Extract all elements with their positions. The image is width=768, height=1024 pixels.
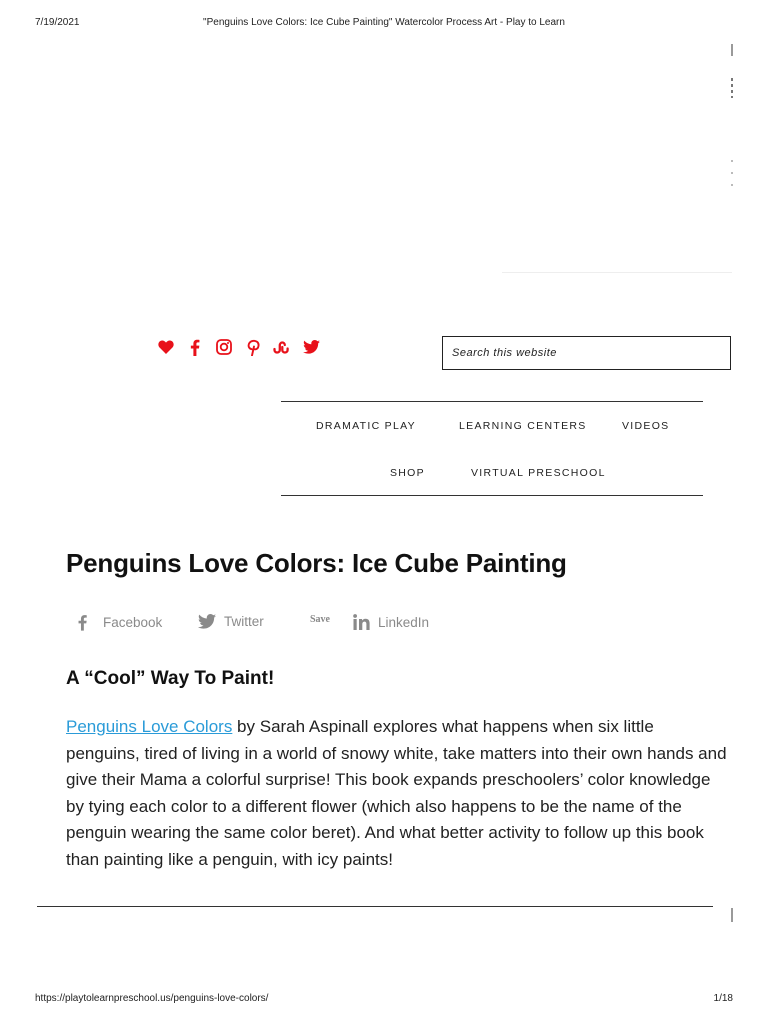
post-title: Penguins Love Colors: Ice Cube Painting [66,548,567,578]
twitter-icon [198,614,216,629]
facebook-icon[interactable] [186,338,204,356]
print-date: 7/19/2021 [35,17,80,28]
print-page-title: "Penguins Love Colors: Ice Cube Painting" Watercolor Process Art - Play to Learn [203,17,565,28]
share-linkedin-label: LinkedIn [378,614,430,630]
header-divider [502,272,732,273]
print-page-number: 1/18 [713,993,733,1004]
instagram-icon[interactable] [215,338,233,356]
content-divider [37,906,713,907]
share-save-button[interactable]: Save [310,614,330,625]
nav-item-videos[interactable]: VIDEOS [622,420,670,432]
print-url: https://playtolearnpreschool.us/penguins-love-colors/ [35,993,269,1004]
nav-item-shop[interactable]: SHOP [390,467,425,479]
share-linkedin-button[interactable] [353,614,429,630]
facebook-icon [78,614,87,631]
share-twitter-button[interactable] [198,614,264,629]
twitter-icon[interactable] [302,338,320,356]
pinterest-icon[interactable] [244,338,262,356]
share-facebook-button[interactable] [78,614,162,631]
main-navigation [281,401,703,496]
book-link[interactable]: Penguins Love Colors [66,717,233,736]
share-twitter-label: Twitter [224,614,264,629]
paragraph-text: by Sarah Aspinall explores what happens when six little penguins, tired of living in a world of snowy white, take matters into their own hands and give their Mama a colorful surprise! This book expands preschoolers’ color knowledge by tying each color to a different flower (which also happens to be the name of the penguin wearing the same color beret). And what better activity to follow up this book than painting like a penguin, with icy paints! [66,717,727,869]
nav-item-virtual-preschool[interactable]: VIRTUAL PRESCHOOL [471,467,606,479]
print-header [0,17,768,31]
stumbleupon-icon[interactable] [273,338,291,356]
post-paragraph [66,714,730,873]
section-heading: A “Cool” Way To Paint! [66,668,275,689]
search-input[interactable] [452,347,721,359]
nav-item-learning-centers[interactable]: LEARNING CENTERS [459,420,587,432]
linkedin-icon [353,614,370,630]
heart-icon[interactable] [157,338,175,356]
search-form [442,336,731,370]
share-facebook-label: Facebook [103,615,163,630]
nav-item-dramatic-play[interactable]: DRAMATIC PLAY [316,420,416,432]
social-links [157,338,320,356]
